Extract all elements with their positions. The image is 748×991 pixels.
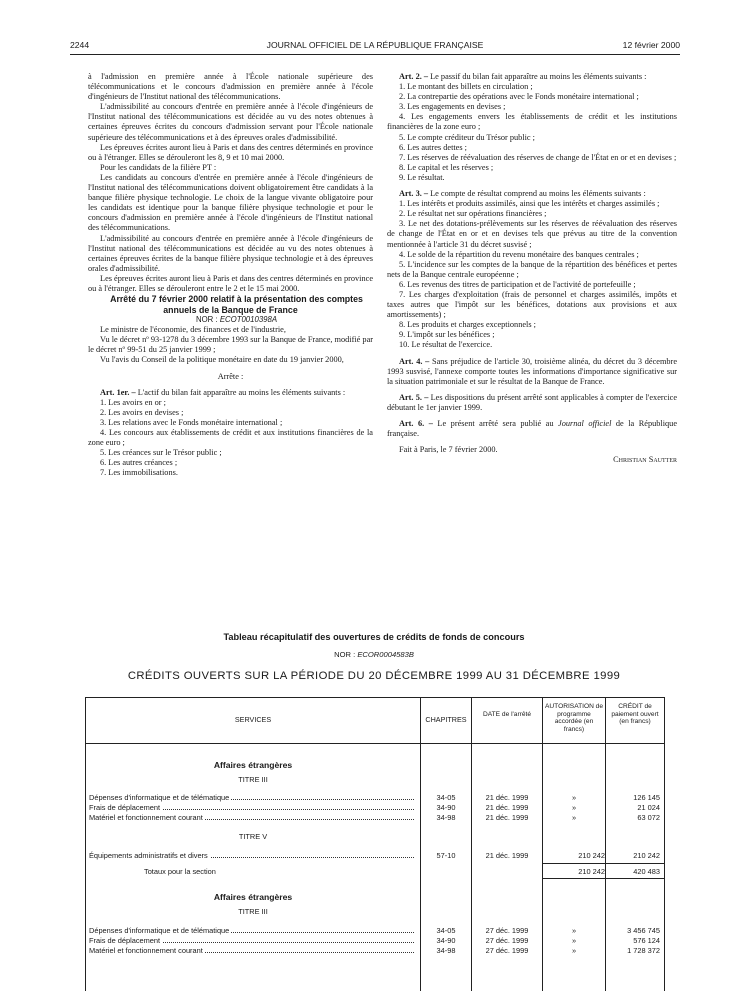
issue-date: 12 février 2000: [622, 40, 680, 50]
list-item: 5. L'incidence sur les comptes de la banque de la répartition des bénéfices et pertes nets de la Banque centrale européenne ;: [387, 259, 677, 279]
total-rule: [543, 878, 664, 879]
paragraph: Le ministre de l'économie, des finances et de l'industrie,: [100, 325, 286, 335]
article-4: [387, 357, 677, 387]
date-cell: 27 déc. 1999: [485, 936, 529, 945]
service-cell: [89, 926, 414, 935]
list-item: 5. Le compte créditeur du Trésor public ;: [399, 132, 535, 142]
list-item: 6. Les autres dettes ;: [399, 142, 467, 152]
nor-label: NOR :: [334, 650, 356, 659]
chapitre-cell: 34-98: [436, 813, 456, 822]
arrete-word: Arrête :: [217, 371, 244, 381]
paragraph: Vu le décret nº 93-1278 du 3 décembre 1993 sur la Banque de France, modifié par le décret nº 99-51 du 25 janvier 1999 ;: [88, 335, 374, 355]
article-label: Art. 5. –: [399, 392, 429, 402]
service-cell: [89, 813, 414, 822]
list-item: 7. Les immobilisations.: [100, 468, 178, 478]
service-cell: [89, 803, 414, 812]
credit-cell: 1 728 372: [627, 946, 660, 955]
signature: Christian Sautter: [613, 455, 677, 465]
credit-cell: 126 145: [633, 793, 660, 802]
article-label: Art. 6. –: [399, 419, 433, 428]
list-item: 7. Les charges d'exploitation (frais de personnel et charges assimilés, impôts et taxes autres que l'impôt sur les bénéfices, dotations aux provisions et aux amortissements) ;: [387, 289, 677, 320]
article-3-list: [387, 199, 677, 350]
chapitre-cell: 57-10: [436, 851, 456, 860]
section-heading: Affaires étrangères: [213, 760, 293, 770]
paragraph: Les épreuves écrites auront lieu à Paris et dans des centres déterminés en province ou à l'étranger. Elles se dérouleront les 8, 9 et 10 mai 2000.: [88, 142, 373, 162]
arrete-title: Arrêté du 7 février 2000 relatif à la présentation des comptes annuels de la Banque de France: [110, 294, 363, 315]
article-text: Le compte de résultat comprend au moins les éléments suivants :: [430, 189, 646, 199]
list-item: 3. Les relations avec le Fonds monétaire international ;: [100, 417, 283, 427]
chapitre-cell: 34-90: [436, 936, 456, 945]
date-cell: 21 déc. 1999: [485, 793, 529, 802]
list-item: 1. Le montant des billets en circulation ;: [399, 82, 533, 92]
service-cell: [89, 793, 414, 802]
chapitre-cell: 34-05: [436, 793, 456, 802]
left-column: [88, 72, 373, 478]
credit-cell: 63 072: [637, 813, 660, 822]
credits-table: [85, 697, 665, 991]
right-column: [387, 72, 677, 465]
article-text: Sans préjudice de l'article 30, troisième alinéa, du décret du 3 décembre 1993 susvisé, l'annexe comporte toutes les informations d'importance significative sur la situation patrimoniale et sur le résultat de la Banque de France.: [387, 356, 678, 386]
article-1: [88, 388, 373, 398]
table-title: Tableau récapitulatif des ouvertures de crédits de fonds de concours: [223, 632, 525, 642]
service-cell: [89, 936, 414, 945]
date-cell: 27 déc. 1999: [485, 946, 529, 955]
list-item: 4. Les concours aux établissements de crédit et aux institutions financières de la zone euro ;: [88, 428, 373, 448]
service-label: Équipements administratifs et divers: [89, 851, 208, 860]
service-cell: [89, 946, 414, 955]
article-text: Les dispositions du présent arrêté sont applicables à compter de l'exercice débutant le 1er janvier 1999.: [387, 392, 678, 412]
table-period: CRÉDITS OUVERTS SUR LA PÉRIODE DU 20 DÉCEMBRE 1999 AU 31 DÉCEMBRE 1999: [127, 670, 621, 682]
service-label: Dépenses d'informatique et de télématique: [89, 926, 230, 935]
titre-label: TITRE V: [238, 832, 268, 841]
header-date: DATE de l'arrêté: [482, 711, 532, 718]
article-2: [387, 72, 677, 82]
header-credit: CRÉDIT de paiement ouvert (en francs): [611, 703, 659, 725]
article-text: Le présent arrêté sera publié au: [437, 419, 559, 428]
date-cell: 21 déc. 1999: [485, 851, 529, 860]
titre-label: TITRE III: [238, 775, 268, 784]
list-item: 5. Les créances sur le Trésor public ;: [100, 448, 222, 458]
list-item: 2. La contrepartie des opérations avec le Fonds monétaire international ;: [399, 92, 639, 102]
chapitre-cell: 34-98: [436, 946, 456, 955]
paragraph: L'admissibilité au concours d'entrée en première année à l'école d'ingénieurs de l'Institut national des télécommunications est décidée au vu des notes obtenues à certaines épreuves écrites du concours d'admission servant pour l'École nationale supérieure des télécommunications et à des épreuves orales d'admissibilité.: [88, 102, 373, 142]
header-chapitres: CHAPITRES: [425, 715, 467, 724]
autorisation-cell: 210 242: [578, 851, 605, 860]
list-item: 6. Les autres créances ;: [100, 458, 178, 468]
total-credit: 420 483: [633, 867, 660, 876]
list-item: 1. Les intérêts et produits assimilés, ainsi que les intérêts et charges assimilés ;: [399, 199, 660, 209]
credit-cell: 210 242: [633, 851, 660, 860]
service-label: Dépenses d'informatique et de télématique: [89, 793, 230, 802]
page-number: 2244: [70, 40, 90, 50]
credit-cell: 3 456 745: [627, 926, 660, 935]
article-text: de la République française.: [387, 419, 677, 439]
paragraph: L'admissibilité au concours d'entrée en première année à l'école d'ingénieurs de l'Institut national des télécommunications est décidée au vu des notes obtenues à certaines épreuves écrites de la banque filière physique technologie et à des épreuves orales d'admissibilité.: [88, 233, 373, 273]
list-item: 8. Le capital et les réserves ;: [399, 162, 494, 172]
list-item: 2. Les avoirs en devises ;: [100, 407, 184, 417]
service-label: Frais de déplacement: [89, 803, 161, 812]
nor-code: ECOT0010398A: [219, 315, 278, 325]
nor-label: NOR :: [195, 315, 218, 325]
list-item: 9. L'impôt sur les bénéfices ;: [399, 330, 495, 340]
list-item: 3. Le net des dotations-prélèvements sur les réserves de réévaluation des réserves de change de l'État en or et en devises tels que prévus au titre de la convention mentionnée à l'article 31 du décret susvisé ;: [387, 219, 677, 249]
list-item: 1. Les avoirs en or ;: [100, 397, 166, 407]
total-rule: [543, 863, 664, 864]
article-label: Art. 1er. –: [100, 387, 136, 397]
paragraph: Les candidats au concours d'entrée en première année à l'école d'ingénieurs de l'Institut national des télécommunications doivent obligatoirement être candidats à la banque filière physique technologie. Le choix de la langue vivante obligatoire pour les candidats est identique pour la banque filière physique technologie et pour le concours d'admission en première année à l'école d'ingénieurs de l'Institut national des télécommunications.: [88, 172, 373, 233]
service-label: Matériel et fonctionnement courant: [89, 813, 203, 822]
autorisation-cell: »: [571, 793, 577, 802]
total-label: Totaux pour la section: [144, 867, 216, 876]
paragraph: Vu l'avis du Conseil de la politique monétaire en date du 19 janvier 2000,: [100, 355, 344, 365]
article-2-list: [387, 82, 677, 183]
autorisation-cell: »: [571, 926, 577, 935]
list-item: 4. Le solde de la répartition du revenu monétaire des banques centrales ;: [399, 249, 639, 259]
article-text: Le passif du bilan fait apparaître au moins les éléments suivants :: [430, 72, 647, 81]
section-heading: Affaires étrangères: [213, 892, 293, 902]
header-rule: [70, 54, 680, 55]
article-6: [387, 419, 677, 439]
paragraph: à l'admission en première année à l'École nationale supérieure des télécommunications et le concours d'admission en première année à l'école d'ingénieurs de l'Institut national des télécommunications.: [88, 72, 373, 102]
date-cell: 21 déc. 1999: [485, 803, 529, 812]
list-item: 4. Les engagements envers les établissements de crédit et les institutions financières de la zone euro ;: [387, 112, 677, 132]
date-cell: 21 déc. 1999: [485, 813, 529, 822]
fait-a-paris: Fait à Paris, le 7 février 2000.: [399, 445, 498, 455]
header-autorisation: AUTORISATION de programme accordée (en francs): [545, 703, 604, 733]
table-nor: [0, 650, 748, 659]
article-1-list: [88, 398, 373, 479]
list-item: 3. Les engagements en devises ;: [399, 102, 506, 112]
autorisation-cell: »: [571, 803, 577, 812]
date-cell: 27 déc. 1999: [485, 926, 529, 935]
service-cell: [89, 851, 414, 860]
list-item: 6. Les revenus des titres de participation et de l'activité de portefeuille ;: [399, 279, 636, 289]
header-divider: [86, 743, 664, 744]
list-item: 8. Les produits et charges exceptionnels ;: [399, 320, 536, 330]
article-text: L'actif du bilan fait apparaître au moins les éléments suivants :: [137, 387, 346, 397]
article-3: [387, 189, 677, 199]
page-header: [70, 40, 680, 54]
article-label: Art. 2. –: [399, 72, 429, 81]
journal-title: JOURNAL OFFICIEL DE LA RÉPUBLIQUE FRANÇAISE: [266, 40, 484, 50]
chapitre-cell: 34-05: [436, 926, 456, 935]
list-item: 10. Le résultat de l'exercice.: [399, 340, 493, 350]
list-item: 9. Le résultat.: [399, 172, 445, 182]
nor-reference: [88, 315, 373, 325]
service-label: Frais de déplacement: [89, 936, 161, 945]
journal-name: Journal officiel: [558, 419, 612, 428]
header-services: SERVICES: [234, 715, 272, 724]
nor-code: ECOR0004583B: [357, 650, 414, 659]
list-item: 2. Le résultat net sur opérations financières ;: [399, 209, 547, 219]
article-label: Art. 3. –: [399, 189, 429, 199]
chapitre-cell: 34-90: [436, 803, 456, 812]
list-item: 7. Les réserves de réévaluation des réserves de change de l'État en or et en devises ;: [399, 152, 677, 162]
total-autorisation: 210 242: [578, 867, 605, 876]
service-label: Matériel et fonctionnement courant: [89, 946, 203, 955]
credit-cell: 576 124: [633, 936, 660, 945]
titre-label: TITRE III: [238, 907, 268, 916]
credit-cell: 21 024: [637, 803, 660, 812]
paragraph: Les épreuves écrites auront lieu à Paris et dans des centres déterminés en province ou à l'étranger. Elles se dérouleront entre le 2 et le 15 mai 2000.: [88, 273, 373, 293]
article-5: [387, 393, 677, 413]
autorisation-cell: »: [571, 813, 577, 822]
autorisation-cell: »: [571, 936, 577, 945]
paragraph: Pour les candidats de la filière PT :: [100, 162, 217, 172]
autorisation-cell: »: [571, 946, 577, 955]
article-label: Art. 4. –: [399, 356, 430, 366]
